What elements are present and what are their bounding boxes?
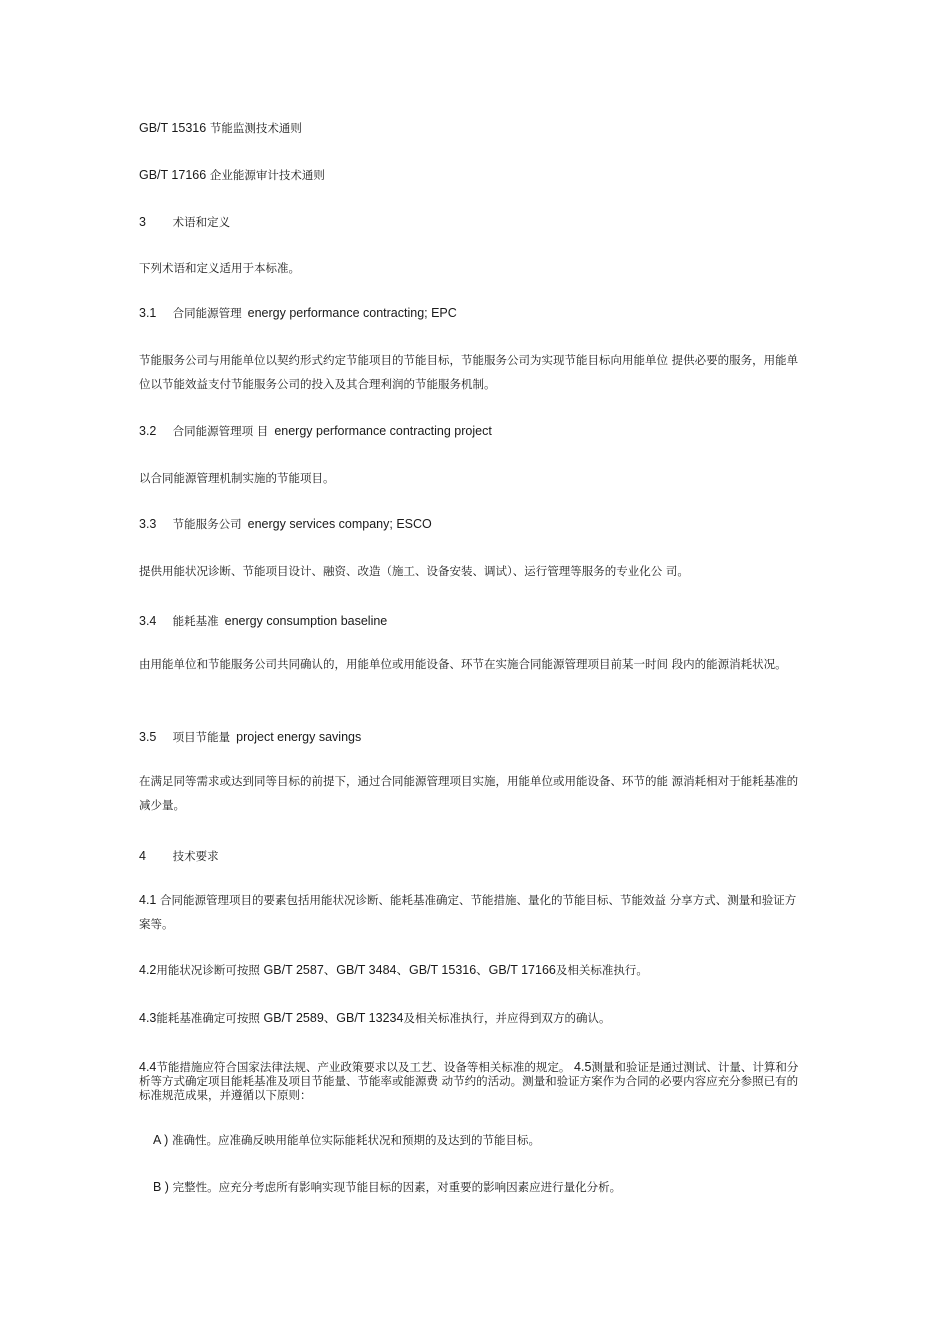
clause-4-3 — [139, 1010, 610, 1026]
section-heading — [139, 848, 219, 864]
clause-number: 4.3 — [139, 1011, 157, 1025]
list-item-b — [153, 1179, 621, 1195]
term-heading — [139, 305, 457, 321]
clause-number: 4.1 — [139, 893, 157, 907]
reference-line — [139, 120, 302, 136]
term-definition: 以合同能源管理机制实施的节能项目。 — [139, 471, 335, 485]
section-title: 技术要求 — [172, 849, 219, 863]
term-heading — [139, 613, 387, 629]
clause-text: 能耗基准确定可按照 — [156, 1011, 260, 1025]
reference-title: 节能监测技术通则 — [209, 121, 302, 135]
term-definition: 在满足同等需求或达到同等目标的前提下，通过合同能源管理项目实施，用能单位或用能设备、环节的能 源消耗相对于能耗基准的减少量。 — [139, 774, 799, 812]
term-number: 3.2 — [139, 424, 157, 438]
clause-text: 用能状况诊断可按照 — [156, 963, 260, 977]
section-number: 3 — [139, 215, 146, 229]
term-chinese: 合同能源管理 — [172, 306, 242, 320]
reference-code: GB/T 15316 — [139, 121, 207, 135]
term-chinese: 节能服务公司 — [172, 517, 242, 531]
reference-line — [139, 167, 325, 183]
list-text: 完整性。应充分考虑所有影响实现节能目标的因素，对重要的影响因素应进行量化分析。 — [172, 1180, 622, 1194]
term-definition: 节能服务公司与用能单位以契约形式约定节能项目的节能目标，节能服务公司为实现节能目标向用能单位 提供必要的服务，用能单位以节能效益支付节能服务公司的投入及其合理利润的节能服务机制。 — [139, 353, 799, 391]
term-definition: 由用能单位和节能服务公司共同确认的，用能单位或用能设备、环节在实施合同能源管理项目前某一时间 段内的能源消耗状况。 — [139, 657, 787, 671]
term-number: 3.1 — [139, 306, 157, 320]
list-item-a — [153, 1132, 540, 1148]
clause-4-1 — [139, 888, 803, 936]
term-english: energy performance contracting; EPC — [247, 306, 457, 320]
clause-text: 及相关标准执行，并应得到双方的确认。 — [403, 1011, 611, 1025]
standard-codes: GB/T 2589、GB/T 13234 — [263, 1011, 404, 1025]
term-number: 3.5 — [139, 730, 157, 744]
section-title: 术语和定义 — [172, 215, 231, 229]
term-chinese: 项目节能量 — [172, 730, 231, 744]
term-chinese: 合同能源管理项 目 — [172, 424, 269, 438]
clause-text: 测量和验证是通过测试、计量、计算和分析等方式确定项目能耗基准及项目节能量、节能率或能源费 动节约的活动。测量和验证方案作为合同的必要内容应充分参照已有的标准规范成果，并遵循以下原则： — [139, 1060, 799, 1102]
clause-number: 4.4 — [139, 1060, 157, 1074]
intro-text: 下列术语和定义适用于本标准。 — [139, 261, 300, 275]
list-label: B ) — [153, 1180, 169, 1194]
term-english: energy consumption baseline — [224, 614, 388, 628]
term-definition: 提供用能状况诊断、节能项目设计、融资、改造（施工、设备安装、调试）、运行管理等服务的专业化公 司。 — [139, 564, 689, 578]
reference-code: GB/T 17166 — [139, 168, 207, 182]
term-heading — [139, 423, 492, 439]
standard-codes: GB/T 2587、GB/T 3484、GB/T 15316、GB/T 17166 — [263, 963, 556, 977]
section-heading — [139, 214, 230, 230]
clause-text: 合同能源管理项目的要素包括用能状况诊断、能耗基准确定、节能措施、量化的节能目标、节能效益 分享方式、测量和验证方案等。 — [139, 893, 797, 931]
term-chinese: 能耗基准 — [172, 614, 219, 628]
clause-4-2 — [139, 962, 648, 978]
term-heading — [139, 729, 361, 745]
clause-text: 节能措施应符合国家法律法规、产业政策要求以及工艺、设备等相关标准的规定。 — [156, 1060, 571, 1074]
clause-number: 4.5 — [574, 1060, 592, 1074]
clause-text: 及相关标准执行。 — [555, 963, 648, 977]
section-number: 4 — [139, 849, 146, 863]
term-english: energy services company; ESCO — [247, 517, 432, 531]
reference-title: 企业能源审计技术通则 — [209, 168, 325, 182]
term-english: energy performance contracting project — [274, 424, 492, 438]
list-text: 准确性。应准确反映用能单位实际能耗状况和预期的及达到的节能目标。 — [171, 1133, 540, 1147]
term-heading — [139, 516, 432, 532]
clause-4-4 — [139, 1060, 803, 1102]
list-label: A ) — [153, 1133, 169, 1147]
term-number: 3.4 — [139, 614, 157, 628]
term-english: project energy savings — [236, 730, 362, 744]
clause-number: 4.2 — [139, 963, 157, 977]
term-number: 3.3 — [139, 517, 157, 531]
